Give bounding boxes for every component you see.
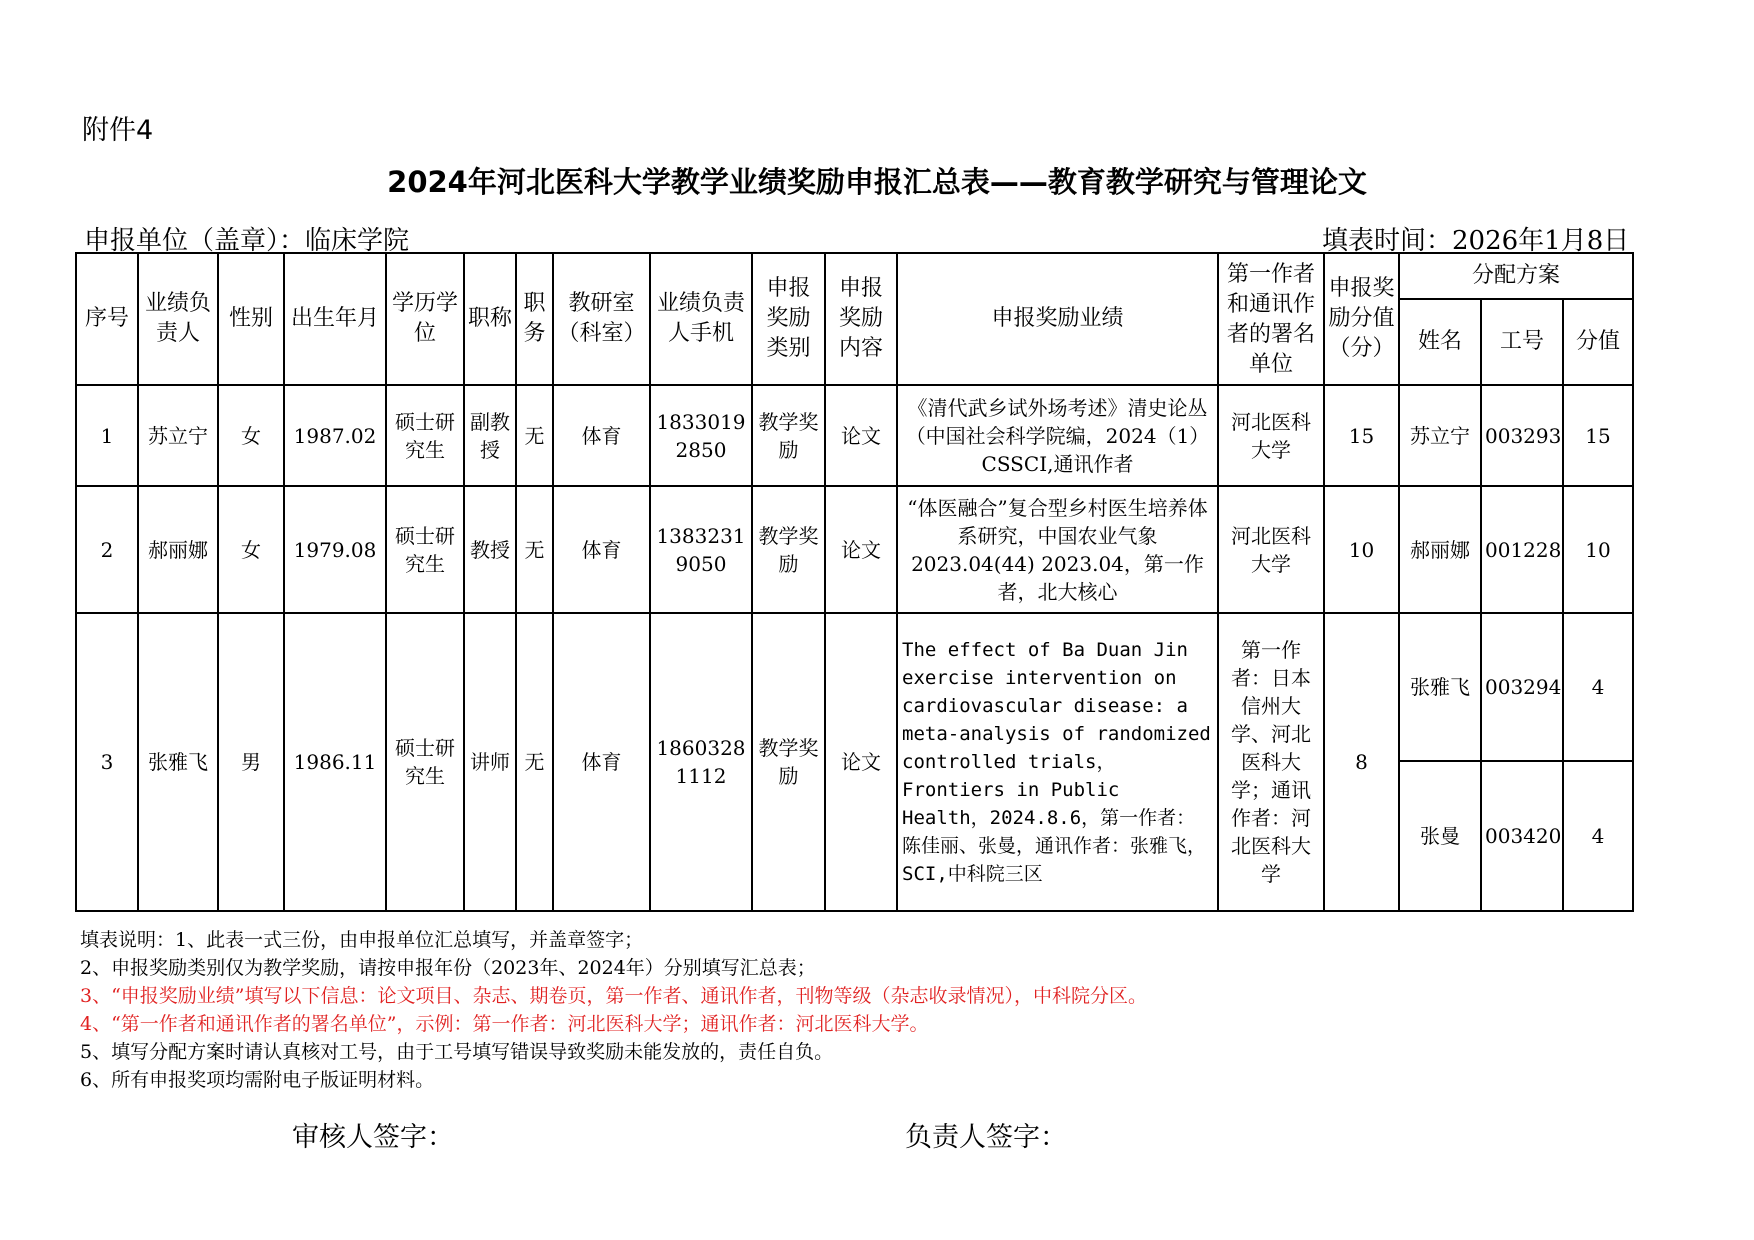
row-author-unit: 第一作者：日本信州大学、河北医科大学；通讯作者：河北医科大学 (1218, 613, 1324, 911)
header-phone: 业绩负责人手机 (650, 253, 752, 385)
note-line: 2、申报奖励类别仅为教学奖励，请按申报年份（2023年、2024年）分别填写汇总表； (80, 957, 816, 979)
row-score: 8 (1324, 613, 1399, 911)
row-achievement: “体医融合”复合型乡村医生培养体系研究，中国农业气象2023.04(44) 2023.04，第一作者，北大核心 (897, 486, 1218, 613)
row-award-type: 教学奖励 (752, 385, 825, 486)
header-title: 职称 (464, 253, 516, 385)
table-row (76, 486, 1633, 613)
row-title: 教授 (464, 486, 516, 613)
header-award-content: 申报奖励内容 (825, 253, 897, 385)
header-gender: 性别 (218, 253, 284, 385)
dist-emp-id: 003293 (1481, 385, 1563, 486)
dist-emp-id: 003420 (1481, 761, 1563, 911)
row-post: 无 (516, 385, 553, 486)
header-seq: 序号 (76, 253, 138, 385)
reviewer-signature: 审核人签字： (292, 1122, 454, 1153)
row-birth: 1986.11 (284, 613, 386, 911)
summary-table (75, 252, 1634, 912)
row-award-content: 论文 (825, 613, 897, 911)
header-person: 业绩负责人 (138, 253, 218, 385)
row-title: 副教授 (464, 385, 516, 486)
row-degree: 硕士研究生 (386, 486, 464, 613)
header-birth: 出生年月 (284, 253, 386, 385)
header-emp-id: 工号 (1481, 299, 1563, 385)
row-phone: 18330192850 (650, 385, 752, 486)
row-phone: 13832319050 (650, 486, 752, 613)
row-seq: 3 (76, 613, 138, 911)
row-title: 讲师 (464, 613, 516, 911)
table-row (76, 385, 1633, 486)
row-post: 无 (516, 486, 553, 613)
row-post: 无 (516, 613, 553, 911)
dist-points: 10 (1563, 486, 1633, 613)
header-score: 申报奖励分值（分） (1324, 253, 1399, 385)
row-author-unit: 河北医科大学 (1218, 385, 1324, 486)
dist-name: 张雅飞 (1399, 613, 1481, 761)
attachment-label: 附件4 (82, 115, 154, 146)
dist-name: 张曼 (1399, 761, 1481, 911)
header-degree: 学历学位 (386, 253, 464, 385)
note-line: 填表说明：1、此表一式三份，由申报单位汇总填写，并盖章签字； (80, 929, 644, 951)
row-degree: 硕士研究生 (386, 385, 464, 486)
dist-points: 4 (1563, 761, 1633, 911)
row-award-content: 论文 (825, 486, 897, 613)
responsible-signature: 负责人签字： (905, 1122, 1067, 1153)
row-gender: 女 (218, 385, 284, 486)
row-seq: 2 (76, 486, 138, 613)
row-dept: 体育 (553, 385, 650, 486)
header-achievement: 申报奖励业绩 (897, 253, 1218, 385)
row-person: 郝丽娜 (138, 486, 218, 613)
note-line-highlight: 4、“第一作者和通讯作者的署名单位”，示例：第一作者：河北医科大学；通讯作者：河北医科大学。 (80, 1013, 929, 1035)
dist-name: 郝丽娜 (1399, 486, 1481, 613)
row-dept: 体育 (553, 613, 650, 911)
row-author-unit: 河北医科大学 (1218, 486, 1324, 613)
header-dept: 教研室（科室） (553, 253, 650, 385)
header-post: 职务 (516, 253, 553, 385)
note-line-highlight: 3、“申报奖励业绩”填写以下信息：论文项目、杂志、期卷页，第一作者、通讯作者，刊物等级（杂志收录情况），中科院分区。 (80, 985, 1148, 1007)
fill-instructions (80, 926, 1147, 1094)
row-birth: 1979.08 (284, 486, 386, 613)
row-seq: 1 (76, 385, 138, 486)
row-birth: 1987.02 (284, 385, 386, 486)
header-points: 分值 (1563, 299, 1633, 385)
page-title: 2024年河北医科大学教学业绩奖励申报汇总表——教育教学研究与管理论文 (387, 165, 1367, 199)
row-gender: 女 (218, 486, 284, 613)
header-award-type: 申报奖励类别 (752, 253, 825, 385)
header-name: 姓名 (1399, 299, 1481, 385)
row-score: 10 (1324, 486, 1399, 613)
fill-date: 填表时间：2026年1月8日 (1322, 226, 1630, 256)
row-award-type: 教学奖励 (752, 613, 825, 911)
header-distribution: 分配方案 (1399, 253, 1633, 299)
table-row (76, 613, 1633, 761)
header-author-unit: 第一作者和通讯作者的署名单位 (1218, 253, 1324, 385)
dist-points: 15 (1563, 385, 1633, 486)
row-score: 15 (1324, 385, 1399, 486)
row-degree: 硕士研究生 (386, 613, 464, 911)
row-achievement: 《清代武乡试外场考述》清史论丛（中国社会科学院编，2024（1）CSSCI,通讯作者 (897, 385, 1218, 486)
dist-points: 4 (1563, 613, 1633, 761)
row-phone: 18603281112 (650, 613, 752, 911)
note-line: 6、所有申报奖项均需附电子版证明材料。 (80, 1069, 435, 1091)
row-person: 苏立宁 (138, 385, 218, 486)
row-award-type: 教学奖励 (752, 486, 825, 613)
note-line: 5、填写分配方案时请认真核对工号，由于工号填写错误导致奖励未能发放的，责任自负。 (80, 1041, 834, 1063)
row-achievement: The effect of Ba Duan Jin exercise intervention on cardiovascular disease: a meta-analysis of randomized controlled trials，Frontiers in Public Health，2024.8.6，第一作者：陈佳丽、张曼，通讯作者：张雅飞，SCI,中科院三区 (897, 613, 1218, 911)
dist-emp-id: 001228 (1481, 486, 1563, 613)
row-dept: 体育 (553, 486, 650, 613)
dist-emp-id: 003294 (1481, 613, 1563, 761)
row-gender: 男 (218, 613, 284, 911)
row-person: 张雅飞 (138, 613, 218, 911)
row-award-content: 论文 (825, 385, 897, 486)
dist-name: 苏立宁 (1399, 385, 1481, 486)
reporting-unit: 申报单位（盖章）：临床学院 (84, 226, 410, 256)
